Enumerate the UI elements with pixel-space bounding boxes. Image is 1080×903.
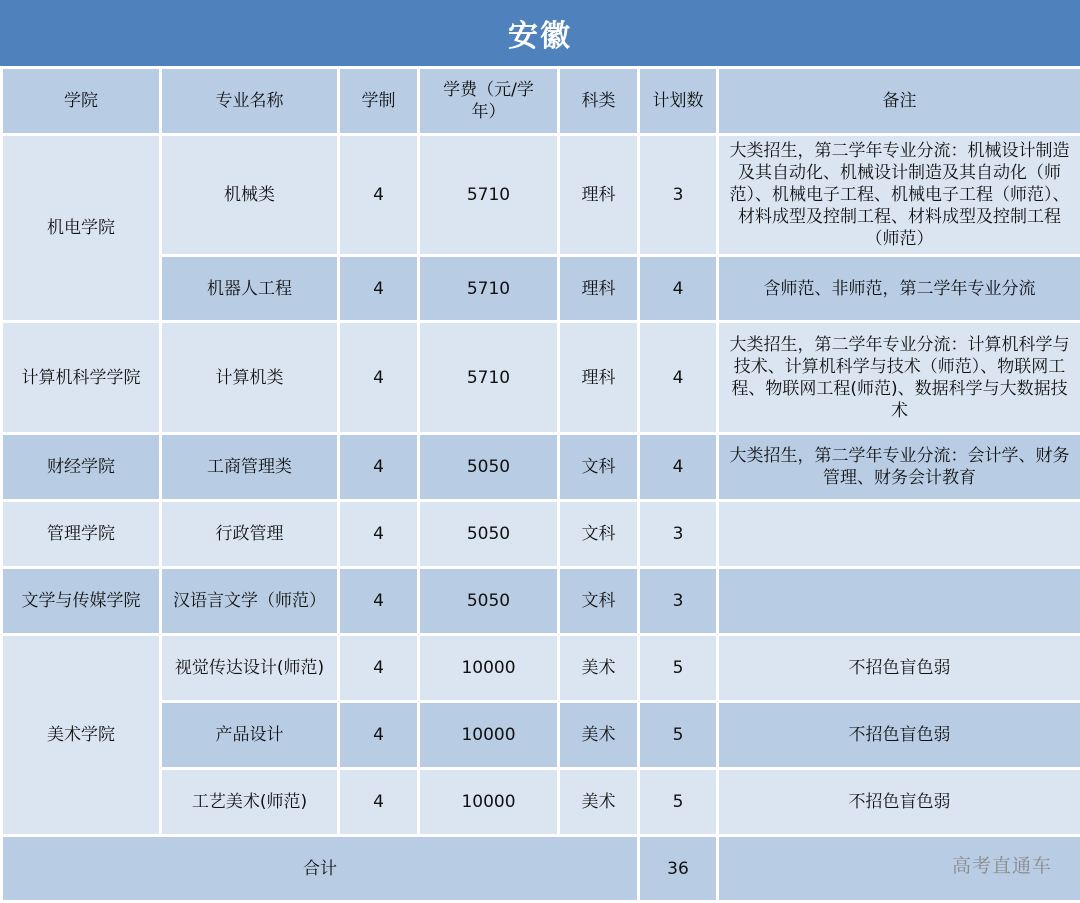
- major-cell: 行政管理: [161, 501, 339, 568]
- total-row: [2, 836, 1080, 902]
- table-row: [2, 769, 1080, 836]
- duration-cell: 4: [339, 769, 419, 836]
- table-row: [2, 135, 1080, 256]
- tuition-cell: 5050: [419, 434, 559, 501]
- table-row: [2, 635, 1080, 702]
- duration-cell: 4: [339, 322, 419, 434]
- plan-cell: 4: [639, 434, 718, 501]
- tuition-cell: 10000: [419, 635, 559, 702]
- plan-cell: 5: [639, 769, 718, 836]
- duration-cell: 4: [339, 702, 419, 769]
- table-row: [2, 702, 1080, 769]
- table-row: [2, 434, 1080, 501]
- college-cell: 机电学院: [2, 135, 161, 322]
- college-cell: 管理学院: [2, 501, 161, 568]
- duration-cell: 4: [339, 256, 419, 322]
- college-cell: 文学与传媒学院: [2, 568, 161, 635]
- watermark: 高考直通车: [952, 851, 1052, 878]
- tuition-cell: 10000: [419, 702, 559, 769]
- note-cell: [718, 568, 1080, 635]
- major-cell: 计算机类: [161, 322, 339, 434]
- header-duration: 学制: [339, 68, 419, 135]
- tuition-cell: 5710: [419, 135, 559, 256]
- note-cell: 不招色盲色弱: [718, 769, 1080, 836]
- subject-cell: 美术: [559, 635, 639, 702]
- major-cell: 工艺美术(师范): [161, 769, 339, 836]
- major-cell: 产品设计: [161, 702, 339, 769]
- header-note: 备注: [718, 68, 1080, 135]
- major-cell: 工商管理类: [161, 434, 339, 501]
- college-cell: 美术学院: [2, 635, 161, 836]
- total-label: 合计: [2, 836, 639, 902]
- plan-cell: 3: [639, 135, 718, 256]
- major-cell: 机械类: [161, 135, 339, 256]
- table-row: [2, 501, 1080, 568]
- plan-cell: 4: [639, 256, 718, 322]
- college-cell: 计算机科学学院: [2, 322, 161, 434]
- duration-cell: 4: [339, 135, 419, 256]
- header-tuition: 学费（元/学年）: [419, 68, 559, 135]
- major-cell: 机器人工程: [161, 256, 339, 322]
- subject-cell: 文科: [559, 434, 639, 501]
- table-row: [2, 322, 1080, 434]
- tuition-cell: 5710: [419, 322, 559, 434]
- table-row: [2, 256, 1080, 322]
- admission-plan-table: [0, 66, 1080, 903]
- note-cell: 不招色盲色弱: [718, 635, 1080, 702]
- total-plan: 36: [639, 836, 718, 902]
- plan-cell: 5: [639, 635, 718, 702]
- header-college: 学院: [2, 68, 161, 135]
- subject-cell: 理科: [559, 135, 639, 256]
- table-row: [2, 568, 1080, 635]
- tuition-cell: 5050: [419, 501, 559, 568]
- duration-cell: 4: [339, 635, 419, 702]
- tuition-cell: 5710: [419, 256, 559, 322]
- plan-cell: 3: [639, 501, 718, 568]
- duration-cell: 4: [339, 434, 419, 501]
- plan-cell: 3: [639, 568, 718, 635]
- note-cell: 含师范、非师范，第二学年专业分流: [718, 256, 1080, 322]
- note-cell: 大类招生，第二学年专业分流：机械设计制造及其自动化、机械设计制造及其自动化（师范）、机械电子工程、机械电子工程（师范）、材料成型及控制工程、材料成型及控制工程（师范）: [718, 135, 1080, 256]
- note-cell: 大类招生，第二学年专业分流：计算机科学与技术、计算机科学与技术（师范）、物联网工程、物联网工程(师范)、数据科学与大数据技术: [718, 322, 1080, 434]
- note-cell: [718, 501, 1080, 568]
- tuition-cell: 5050: [419, 568, 559, 635]
- subject-cell: 理科: [559, 256, 639, 322]
- header-row: [2, 68, 1080, 135]
- province-title: 安徽: [0, 0, 1080, 66]
- note-cell: 不招色盲色弱: [718, 702, 1080, 769]
- duration-cell: 4: [339, 568, 419, 635]
- subject-cell: 文科: [559, 501, 639, 568]
- tuition-cell: 10000: [419, 769, 559, 836]
- college-cell: 财经学院: [2, 434, 161, 501]
- header-subject: 科类: [559, 68, 639, 135]
- subject-cell: 美术: [559, 769, 639, 836]
- note-cell: 大类招生，第二学年专业分流：会计学、财务管理、财务会计教育: [718, 434, 1080, 501]
- plan-cell: 5: [639, 702, 718, 769]
- header-major: 专业名称: [161, 68, 339, 135]
- header-plan: 计划数: [639, 68, 718, 135]
- major-cell: 视觉传达设计(师范): [161, 635, 339, 702]
- subject-cell: 文科: [559, 568, 639, 635]
- subject-cell: 美术: [559, 702, 639, 769]
- plan-cell: 4: [639, 322, 718, 434]
- major-cell: 汉语言文学（师范）: [161, 568, 339, 635]
- duration-cell: 4: [339, 501, 419, 568]
- subject-cell: 理科: [559, 322, 639, 434]
